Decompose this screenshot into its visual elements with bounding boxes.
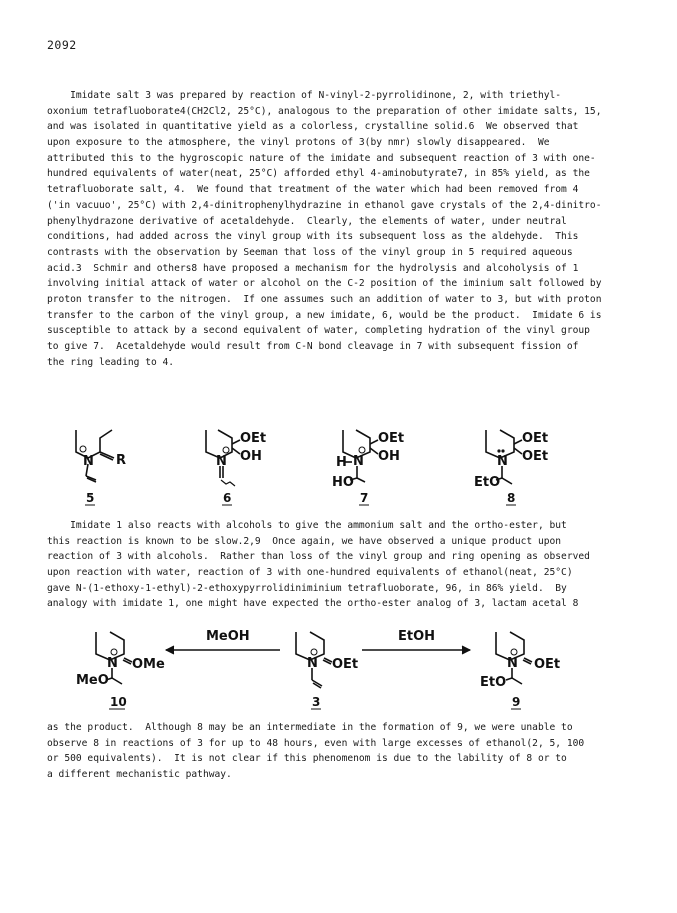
compound-9 bbox=[480, 632, 560, 709]
label-7: 7 bbox=[360, 491, 369, 505]
text-line: observe 8 in reactions of 3 for up to 48 hours, even with large excesses of ethanol(2, 5, 100 bbox=[47, 737, 585, 749]
text-line: the ring leading to 4. bbox=[47, 356, 175, 368]
text-line: analogy with imidate 1, one might have expected the ortho-ester analog of 3, lactam acetal 8 bbox=[47, 598, 579, 610]
text-line: upon exposure to the atmosphere, the vinyl protons of 3(by nmr) slowly disappeared. We bbox=[47, 137, 550, 149]
structure-8 bbox=[474, 430, 548, 505]
h-7: H bbox=[336, 455, 347, 470]
page-number: 2092 bbox=[47, 38, 77, 52]
text-line: Imidate 1 also reacts with alcohols to give the ammonium salt and the ortho-ester, but bbox=[47, 520, 567, 531]
reaction-scheme bbox=[0, 622, 677, 730]
text-line: conditions, had added across the vinyl group with its subsequent loss as the aldehyde. This bbox=[47, 231, 579, 243]
text-line: to give 7. Acetaldehyde would result from C-N bond cleavage in 7 with subsequent fission of bbox=[47, 341, 579, 352]
text-line: proton transfer to the nitrogen. If one assumes such an addition of water to 3, but with proton bbox=[47, 293, 602, 305]
r-group: R bbox=[116, 453, 127, 468]
label-5: 5 bbox=[86, 491, 95, 505]
text-line: transfer to the carbon of the vinyl group, a new imidate, 6, would be the product. Imidate 6 is bbox=[47, 309, 602, 321]
label-6: 6 bbox=[223, 491, 232, 505]
text-line: or 500 equivalents). It is not clear if this phenomenom is due to the lability of 8 or to bbox=[47, 753, 567, 765]
n-atom-8: N bbox=[497, 454, 508, 469]
ome-10: OMe bbox=[132, 657, 165, 672]
n-atom-9: N bbox=[507, 656, 518, 671]
paragraph-1 bbox=[47, 88, 632, 370]
structure-7 bbox=[332, 430, 404, 505]
text-line: as the product. Although 8 may be an intermediate in the formation of 9, we were unable to bbox=[47, 722, 573, 733]
reagent-etoh: EtOH bbox=[398, 629, 436, 644]
reagent-meoh: MeOH bbox=[206, 629, 250, 644]
text-line: tetrafluoborate salt, 4. We found that treatment of the water which had been removed from 4 bbox=[47, 184, 579, 196]
label-8: 8 bbox=[507, 491, 516, 505]
text-line: attributed this to the hygroscopic nature of the imidate and subsequent reaction of 3 with one- bbox=[47, 152, 596, 164]
oet-9: OEt bbox=[534, 657, 561, 672]
text-line: hundred equivalents of water(neat, 25°C) afforded ethyl 4-aminobutyrate7, in 85% yield, as the bbox=[47, 168, 590, 180]
oh-6: OH bbox=[240, 449, 262, 464]
text-line: susceptible to attack by a second equivalent of water, completing hydration of the vinyl group bbox=[47, 325, 590, 337]
text-line: involving initial attack of water or alcohol on the C-2 position of the iminium salt followed by bbox=[47, 278, 602, 290]
oet-6: OEt bbox=[240, 431, 267, 446]
oet-8-bottom: OEt bbox=[522, 449, 549, 464]
label-10: 10 bbox=[110, 695, 127, 709]
meo-10: MeO bbox=[76, 673, 109, 688]
text-line: this reaction is known to be slow.2,9 Once again, we have observed a unique product upon bbox=[47, 535, 562, 547]
oet-3: OEt bbox=[332, 657, 359, 672]
text-line: Imidate salt 3 was prepared by reaction of N-vinyl-2-pyrrolidinone, 2, with triethyl- bbox=[47, 90, 562, 101]
paragraph-2 bbox=[47, 518, 632, 612]
text-line: oxonium tetrafluoborate4(CH2Cl2, 25°C), analogous to the preparation of other imidate salts, 15, bbox=[47, 105, 602, 117]
text-line: contrasts with the observation by Seeman that loss of the vinyl group in 5 required aqueous bbox=[47, 246, 573, 258]
eto-8: EtO bbox=[474, 475, 501, 490]
oh-7: OH bbox=[378, 449, 400, 464]
n-atom-10: N bbox=[107, 656, 118, 671]
text-line: and was isolated in quantitative yield as a colorless, crystalline solid.6 We observed that bbox=[47, 121, 579, 133]
n-atom-6: N bbox=[216, 454, 227, 469]
text-line: gave N-(1-ethoxy-1-ethyl)-2-ethoxypyrrolidiniminium tetrafluoborate, 96, in 86% yield. By bbox=[47, 582, 567, 594]
ho-7: HO bbox=[332, 475, 354, 490]
eto-9: EtO bbox=[480, 675, 507, 690]
compound-3 bbox=[296, 632, 358, 709]
compound-10 bbox=[76, 632, 165, 709]
text-line: reaction of 3 with alcohols. Rather than loss of the vinyl group and ring opening as observed bbox=[47, 551, 590, 563]
n-atom-5: N bbox=[83, 454, 94, 469]
structure-6 bbox=[206, 430, 266, 505]
n-atom-3: N bbox=[307, 656, 318, 671]
paragraph-3 bbox=[47, 720, 632, 783]
text-line: phenylhydrazone derivative of acetaldehyde. Clearly, the elements of water, under neutral bbox=[47, 215, 567, 227]
label-9: 9 bbox=[512, 695, 521, 709]
text-line: a different mechanistic pathway. bbox=[47, 769, 232, 781]
structures-row bbox=[0, 424, 677, 510]
text-line: upon reaction with water, reaction of 3 with one-hundred equivalents of ethanol(neat, 25°C) bbox=[47, 567, 573, 579]
oet-7: OEt bbox=[378, 431, 405, 446]
text-line: ('in vacuuo', 25°C) with 2,4-dinitrophenylhydrazine in ethanol gave crystals of the 2,4-dinitro- bbox=[47, 199, 602, 211]
n-atom-7: N bbox=[353, 454, 364, 469]
text-line: acid.3 Schmir and others8 have proposed a mechanism for the hydrolysis and alcoholysis of 1 bbox=[47, 262, 579, 274]
label-3: 3 bbox=[312, 695, 321, 709]
structure-5 bbox=[76, 430, 126, 505]
oet-8-top: OEt bbox=[522, 431, 549, 446]
